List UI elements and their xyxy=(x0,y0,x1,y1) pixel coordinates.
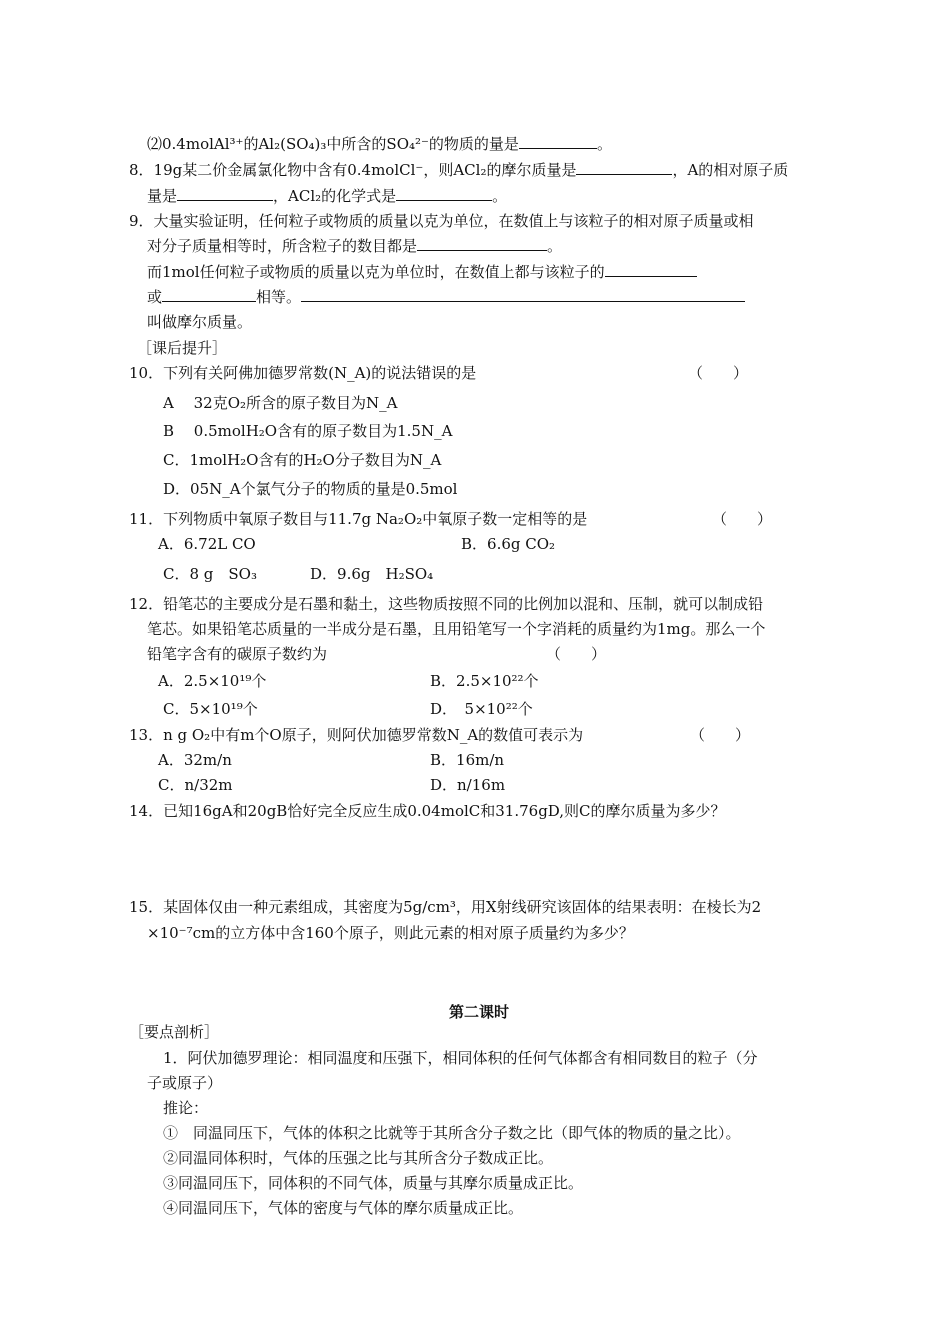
q8-text-d: ，ACl₂的化学式是 xyxy=(273,187,397,205)
q7-2-end: 。 xyxy=(596,135,612,153)
lesson2-title: 第二课时 xyxy=(449,1003,510,1021)
q12-option-d: D． 5×10²²个 xyxy=(430,700,533,718)
q12-option-b: B．2.5×10²²个 xyxy=(430,672,539,690)
q11-option-a: A．6.72L CO xyxy=(158,535,256,553)
q10-option-a: A 32克O₂所含的原子数目为N_A xyxy=(163,394,398,412)
q10-option-b: B 0.5molH₂O含有的原子数目为1.5N_A xyxy=(163,422,453,440)
answer-blank[interactable] xyxy=(396,186,492,201)
q9-text-b: 。 xyxy=(547,237,563,255)
q8-line2 xyxy=(147,186,507,206)
q8-line1 xyxy=(129,160,788,180)
lesson2-section: ［要点剖析］ xyxy=(129,1023,220,1041)
q9-text-a: 对分子质量相等时，所含粒子的数目都是 xyxy=(147,237,418,255)
q9-line1: 9．大量实验证明，任何粒子或物质的质量以克为单位，在数值上与该粒子的相对原子质量或相 xyxy=(129,212,754,230)
q11-stem: 11．下列物质中氧原子数目与11.7g Na₂O₂中氧原子数一定相等的是 xyxy=(129,510,588,528)
q10-option-c: C．1molH₂O含有的H₂O分子数目为N_A xyxy=(163,451,442,469)
answer-blank[interactable] xyxy=(417,236,547,251)
q12-answer-paren[interactable]: （ ） xyxy=(546,645,607,663)
q10-option-d: D．05N_A个氯气分子的物质的量是0.5mol xyxy=(163,480,458,498)
lesson2-item-4: ④同温同压下，气体的密度与气体的摩尔质量成正比。 xyxy=(163,1199,524,1217)
q9-text-e: 相等。 xyxy=(256,288,302,306)
q13-option-a: A．32m/n xyxy=(158,751,232,769)
q11-answer-paren[interactable]: （ ） xyxy=(712,510,773,528)
q9-text-c: 而1mol任何粒子或物质的质量以克为单位时，在数值上都与该粒子的 xyxy=(147,263,605,281)
q13-option-b: B．16m/n xyxy=(430,751,505,769)
q9-text-d: 或 xyxy=(147,288,163,306)
q7-2-text: ⑵0.4molAl³⁺的Al₂(SO₄)₃中所含的SO₄²⁻的物质的量是 xyxy=(147,135,519,153)
lesson2-item-2: ②同温同体积时，气体的压强之比与其所含分子数成正比。 xyxy=(163,1149,554,1167)
q8-text-b: ，A的相对原子质 xyxy=(672,161,789,179)
q12-line3: 铅笔字含有的碳原子数约为 xyxy=(147,645,328,663)
q13-option-c: C．n/32m xyxy=(158,776,233,794)
q11-option-c: C．8 g SO₃ xyxy=(163,565,257,583)
answer-blank[interactable] xyxy=(576,160,672,175)
q12-line2: 笔芯。如果铅笔芯质量的一半成分是石墨，且用铅笔写一个字消耗的质量约为1mg。那么一个 xyxy=(147,620,766,638)
lesson2-infer: 推论： xyxy=(163,1099,209,1117)
answer-blank[interactable] xyxy=(177,186,273,201)
answer-blank[interactable] xyxy=(162,287,256,302)
q11-option-b: B．6.6g CO₂ xyxy=(461,535,556,553)
q7-2-line xyxy=(147,134,612,154)
answer-blank[interactable] xyxy=(605,262,697,277)
q11-option-d: D．9.6g H₂SO₄ xyxy=(310,565,434,583)
q14-stem: 14．已知16gA和20gB恰好完全反应生成0.04molC和31.76gD,则C的摩尔质量为多少？ xyxy=(129,802,726,820)
q9-line5: 叫做摩尔质量。 xyxy=(147,313,253,331)
q10-stem: 10．下列有关阿佛加德罗常数(N_A)的说法错误的是 xyxy=(129,364,477,382)
q10-answer-paren[interactable]: （ ） xyxy=(688,364,749,382)
section-heading-after: ［课后提升］ xyxy=(137,339,228,357)
q12-option-c: C．5×10¹⁹个 xyxy=(163,700,258,718)
lesson2-p1-line1: 1．阿伏加德罗理论：相同温度和压强下，相同体积的任何气体都含有相同数目的粒子（分 xyxy=(163,1049,758,1067)
answer-blank[interactable] xyxy=(301,287,745,302)
q15-line1: 15．某固体仅由一种元素组成，其密度为5g/cm³，用X射线研究该固体的结果表明：在棱长为2 xyxy=(129,898,762,916)
q12-option-a: A．2.5×10¹⁹个 xyxy=(158,672,267,690)
lesson2-item-3: ③同温同压下，同体积的不同气体，质量与其摩尔质量成正比。 xyxy=(163,1174,584,1192)
q13-option-d: D．n/16m xyxy=(430,776,506,794)
q8-text-e: 。 xyxy=(492,187,508,205)
q15-line2: ×10⁻⁷cm的立方体中含160个原子，则此元素的相对原子质量约为多少？ xyxy=(147,924,634,942)
answer-blank[interactable] xyxy=(519,134,597,149)
lesson2-item-1: ① 同温同压下，气体的体积之比就等于其所含分子数之比（即气体的物质的量之比）。 xyxy=(163,1124,741,1142)
q12-line1: 12．铅笔芯的主要成分是石墨和黏土，这些物质按照不同的比例加以混和、压制，就可以制成铅 xyxy=(129,595,764,613)
q9-line3 xyxy=(147,262,697,282)
q8-text-c: 量是 xyxy=(147,187,178,205)
q9-line4 xyxy=(147,287,745,307)
q8-text-a: 8．19g某二价金属氯化物中含有0.4molCl⁻，则ACl₂的摩尔质量是 xyxy=(129,161,577,179)
q9-line2 xyxy=(147,236,562,256)
q13-stem: 13．n g O₂中有m个O原子，则阿伏加德罗常数N_A的数值可表示为 xyxy=(129,726,584,744)
lesson2-p1-line2: 子或原子） xyxy=(147,1074,223,1092)
q13-answer-paren[interactable]: （ ） xyxy=(690,726,751,744)
